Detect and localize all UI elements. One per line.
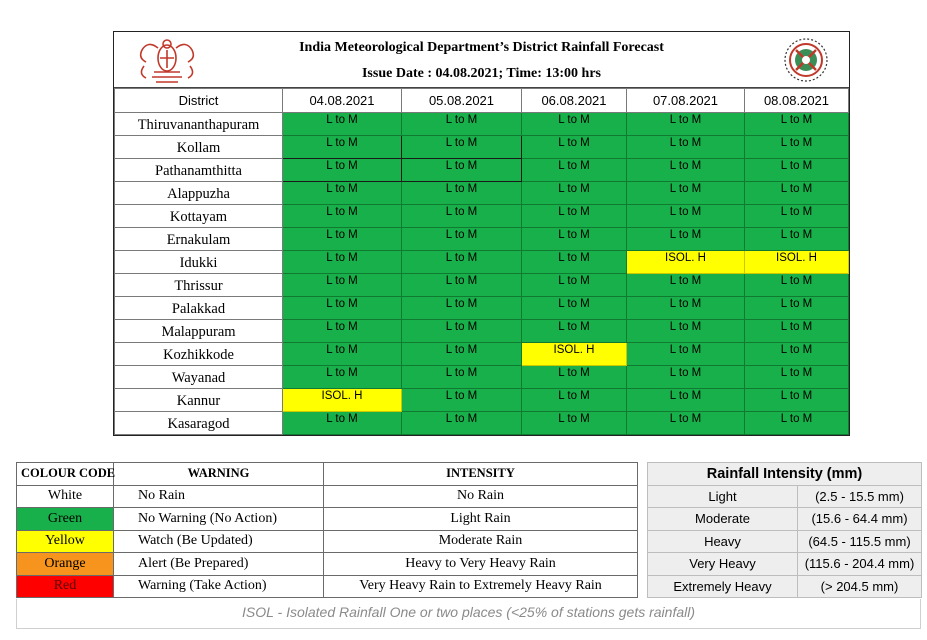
forecast-cell: L to M — [522, 205, 627, 228]
forecast-cell: ISOL. H — [522, 343, 627, 366]
forecast-cell: L to M — [627, 320, 745, 343]
district-name: Alappuzha — [115, 182, 283, 205]
date-column-header: 07.08.2021 — [627, 89, 745, 113]
forecast-cell: L to M — [745, 228, 849, 251]
warning-cell: No Warning (No Action) — [114, 508, 324, 531]
forecast-cell: L to M — [745, 159, 849, 182]
forecast-cell: L to M — [402, 366, 522, 389]
intensity-cell: Moderate Rain — [324, 530, 638, 553]
date-column-header: 06.08.2021 — [522, 89, 627, 113]
colour-code-legend — [16, 462, 638, 598]
intensity-range: (2.5 - 15.5 mm) — [798, 485, 922, 508]
forecast-cell: L to M — [522, 274, 627, 297]
forecast-cell: ISOL. H — [283, 389, 402, 412]
intensity-range: (> 204.5 mm) — [798, 575, 922, 598]
district-name: Idukki — [115, 251, 283, 274]
intensity-range: (64.5 - 115.5 mm) — [798, 530, 922, 553]
legend-header-row — [17, 463, 638, 486]
table-row — [115, 366, 849, 389]
forecast-cell: L to M — [627, 159, 745, 182]
forecast-header — [114, 32, 849, 88]
forecast-table — [114, 88, 849, 435]
forecast-cell: L to M — [402, 274, 522, 297]
table-row — [115, 136, 849, 159]
forecast-cell: L to M — [402, 159, 522, 182]
forecast-cell: L to M — [522, 320, 627, 343]
table-row — [115, 205, 849, 228]
intensity-range: (15.6 - 64.4 mm) — [798, 508, 922, 531]
forecast-cell: L to M — [745, 366, 849, 389]
forecast-cell: L to M — [402, 412, 522, 435]
table-row — [115, 343, 849, 366]
forecast-cell: L to M — [283, 366, 402, 389]
isol-note: ISOL - Isolated Rainfall One or two places (<25% of stations gets rainfall) — [16, 599, 921, 629]
intensity-cell: Heavy to Very Heavy Rain — [324, 553, 638, 576]
district-name: Thrissur — [115, 274, 283, 297]
rainfall-intensity-row — [648, 575, 922, 598]
district-name: Ernakulam — [115, 228, 283, 251]
intensity-header: INTENSITY — [324, 463, 638, 486]
forecast-cell: L to M — [283, 228, 402, 251]
district-name: Kannur — [115, 389, 283, 412]
table-row — [115, 251, 849, 274]
forecast-cell: L to M — [402, 297, 522, 320]
forecast-cell: L to M — [522, 113, 627, 136]
forecast-cell: L to M — [627, 113, 745, 136]
district-name: Thiruvananthapuram — [115, 113, 283, 136]
district-name: Kottayam — [115, 205, 283, 228]
colour-code-cell: Yellow — [17, 530, 114, 553]
district-name: Wayanad — [115, 366, 283, 389]
intensity-label: Heavy — [648, 530, 798, 553]
table-row — [115, 113, 849, 136]
forecast-title: India Meteorological Department’s District Rainfall Forecast — [299, 40, 664, 55]
colour-code-header: COLOUR CODE — [17, 463, 114, 486]
forecast-cell: L to M — [402, 251, 522, 274]
forecast-header-row — [115, 89, 849, 113]
intensity-label: Very Heavy — [648, 553, 798, 576]
forecast-cell: L to M — [522, 412, 627, 435]
warning-header: WARNING — [114, 463, 324, 486]
forecast-cell: L to M — [283, 251, 402, 274]
table-row — [115, 182, 849, 205]
forecast-cell: L to M — [745, 343, 849, 366]
forecast-cell: L to M — [283, 205, 402, 228]
forecast-cell: L to M — [745, 182, 849, 205]
forecast-cell: L to M — [745, 274, 849, 297]
rainfall-intensity-row — [648, 553, 922, 576]
rainfall-intensity-row — [648, 485, 922, 508]
district-name: Palakkad — [115, 297, 283, 320]
forecast-panel — [113, 31, 850, 436]
intensity-label: Extremely Heavy — [648, 575, 798, 598]
forecast-cell: L to M — [283, 343, 402, 366]
forecast-cell: L to M — [627, 412, 745, 435]
imd-logo-icon — [782, 36, 830, 89]
legend-row — [17, 485, 638, 508]
date-column-header: 08.08.2021 — [745, 89, 849, 113]
table-row — [115, 228, 849, 251]
colour-code-cell: Red — [17, 575, 114, 598]
intensity-cell: Very Heavy Rain to Extremely Heavy Rain — [324, 575, 638, 598]
rainfall-intensity-header-row — [648, 463, 922, 486]
district-name: Kollam — [115, 136, 283, 159]
forecast-cell: L to M — [283, 274, 402, 297]
forecast-cell: L to M — [522, 228, 627, 251]
intensity-range: (115.6 - 204.4 mm) — [798, 553, 922, 576]
forecast-cell: L to M — [402, 182, 522, 205]
forecast-cell: L to M — [745, 320, 849, 343]
table-row — [115, 412, 849, 435]
intensity-label: Light — [648, 485, 798, 508]
forecast-cell: L to M — [627, 366, 745, 389]
forecast-cell: L to M — [283, 297, 402, 320]
forecast-cell: L to M — [745, 205, 849, 228]
forecast-cell: L to M — [402, 113, 522, 136]
forecast-cell: L to M — [402, 320, 522, 343]
forecast-cell: L to M — [283, 320, 402, 343]
warning-cell: Watch (Be Updated) — [114, 530, 324, 553]
forecast-cell: ISOL. H — [627, 251, 745, 274]
forecast-cell: L to M — [745, 389, 849, 412]
forecast-cell: L to M — [522, 389, 627, 412]
district-column-header: District — [115, 89, 283, 113]
legend-row — [17, 553, 638, 576]
forecast-cell: L to M — [522, 136, 627, 159]
forecast-cell: L to M — [627, 136, 745, 159]
colour-code-cell: Orange — [17, 553, 114, 576]
warning-cell: Alert (Be Prepared) — [114, 553, 324, 576]
forecast-cell: L to M — [402, 205, 522, 228]
forecast-cell: L to M — [402, 343, 522, 366]
date-column-header: 04.08.2021 — [283, 89, 402, 113]
intensity-cell: No Rain — [324, 485, 638, 508]
colour-code-cell: White — [17, 485, 114, 508]
forecast-cell: ISOL. H — [745, 251, 849, 274]
rainfall-intensity-title: Rainfall Intensity (mm) — [648, 463, 922, 486]
table-row — [115, 389, 849, 412]
district-name: Kozhikkode — [115, 343, 283, 366]
warning-cell: Warning (Take Action) — [114, 575, 324, 598]
rainfall-intensity-table — [647, 462, 922, 598]
table-row — [115, 297, 849, 320]
forecast-cell: L to M — [627, 389, 745, 412]
forecast-cell: L to M — [745, 113, 849, 136]
forecast-cell: L to M — [522, 366, 627, 389]
intensity-label: Moderate — [648, 508, 798, 531]
forecast-cell: L to M — [745, 136, 849, 159]
forecast-cell: L to M — [627, 205, 745, 228]
forecast-cell: L to M — [627, 228, 745, 251]
forecast-cell: L to M — [283, 159, 402, 182]
legend-row — [17, 530, 638, 553]
legend-row — [17, 508, 638, 531]
forecast-cell: L to M — [627, 182, 745, 205]
table-row — [115, 320, 849, 343]
forecast-cell: L to M — [402, 228, 522, 251]
forecast-cell: L to M — [283, 136, 402, 159]
forecast-cell: L to M — [522, 297, 627, 320]
table-row — [115, 274, 849, 297]
forecast-cell: L to M — [522, 182, 627, 205]
intensity-cell: Light Rain — [324, 508, 638, 531]
district-name: Malappuram — [115, 320, 283, 343]
forecast-cell: L to M — [402, 389, 522, 412]
forecast-cell: L to M — [402, 136, 522, 159]
rainfall-intensity-row — [648, 508, 922, 531]
forecast-cell: L to M — [522, 159, 627, 182]
forecast-cell: L to M — [627, 297, 745, 320]
legend-row — [17, 575, 638, 598]
district-name: Pathanamthitta — [115, 159, 283, 182]
date-column-header: 05.08.2021 — [402, 89, 522, 113]
colour-code-cell: Green — [17, 508, 114, 531]
district-name: Kasaragod — [115, 412, 283, 435]
forecast-cell: L to M — [745, 412, 849, 435]
issue-date: Issue Date : 04.08.2021; Time: 13:00 hrs — [361, 66, 602, 81]
forecast-cell: L to M — [745, 297, 849, 320]
table-row — [115, 159, 849, 182]
forecast-cell: L to M — [283, 113, 402, 136]
rainfall-intensity-row — [648, 530, 922, 553]
forecast-cell: L to M — [283, 182, 402, 205]
forecast-cell: L to M — [522, 251, 627, 274]
forecast-cell: L to M — [627, 274, 745, 297]
warning-cell: No Rain — [114, 485, 324, 508]
forecast-cell: L to M — [283, 412, 402, 435]
forecast-cell: L to M — [627, 343, 745, 366]
